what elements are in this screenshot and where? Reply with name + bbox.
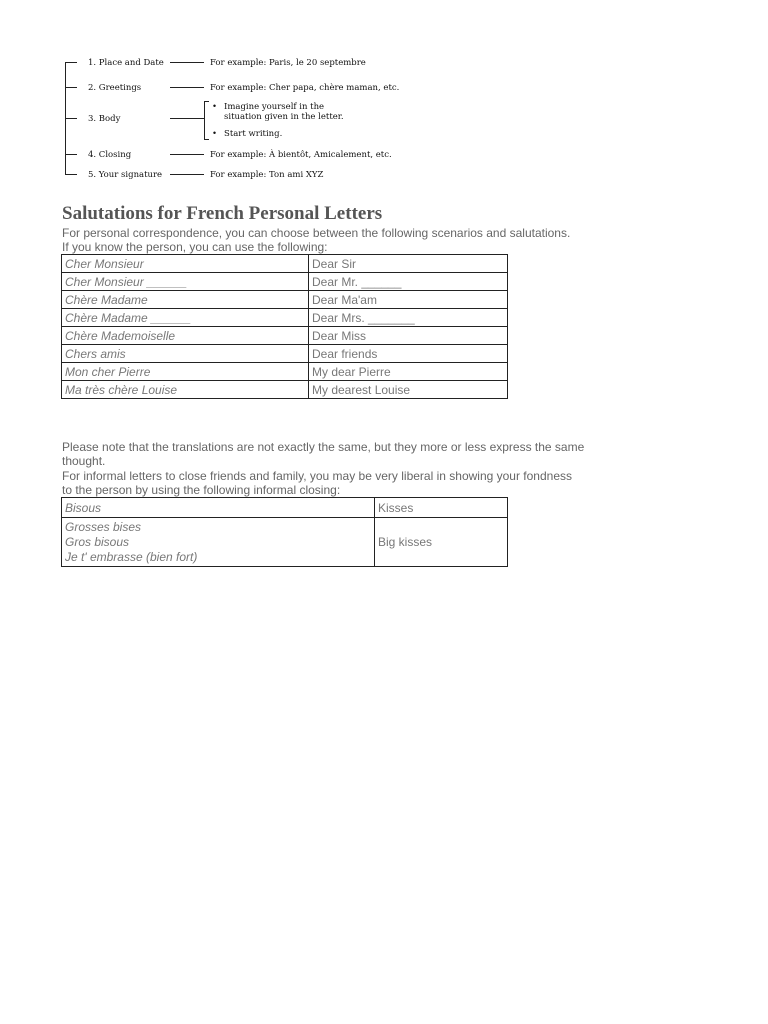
- english-salutation-cell: Dear friends: [309, 345, 508, 363]
- table-row: [62, 381, 508, 399]
- step-label-closing: 4. Closing: [88, 150, 132, 160]
- english-salutation-cell: Dear Mrs. _______: [309, 309, 508, 327]
- body-bullet-1-line-2: situation given in the letter.: [224, 112, 344, 122]
- example-place-date: For example: Paris, le 20 septembre: [210, 58, 366, 68]
- letter-structure-diagram: [60, 52, 620, 192]
- french-salutation-cell: Chère Madame ______: [62, 309, 309, 327]
- body-bracket-vertical: [204, 101, 205, 139]
- connector-line-2: [170, 87, 204, 88]
- french-salutation-cell: Chère Mademoiselle: [62, 327, 309, 345]
- diagram-tick-3: [65, 118, 77, 119]
- example-closing: For example: À bientôt, Amicalement, etc.: [210, 150, 392, 160]
- table-row: [62, 273, 508, 291]
- note-line-3: For informal letters to close friends and family, you may be very liberal in showing your fondness: [62, 469, 573, 483]
- english-salutation-cell: Dear Ma'am: [309, 291, 508, 309]
- table-row: [62, 327, 508, 345]
- english-salutation-cell: My dearest Louise: [309, 381, 508, 399]
- step-label-body: 3. Body: [88, 114, 121, 124]
- body-bracket-top: [204, 101, 209, 102]
- english-salutation-cell: My dear Pierre: [309, 363, 508, 381]
- note-line-1: Please note that the translations are not exactly the same, but they more or less express the same: [62, 440, 585, 454]
- french-closing-cell: [62, 518, 375, 567]
- french-closing-line: Grosses bises: [65, 519, 142, 534]
- english-closing-cell: Big kisses: [375, 518, 508, 567]
- body-bullet-mark-1: •: [212, 102, 218, 112]
- example-greetings: For example: Cher papa, chère maman, etc.: [210, 83, 400, 93]
- french-closing-line: Je t' embrasse (bien fort): [65, 549, 198, 564]
- connector-line-1: [170, 62, 204, 63]
- note-line-2: thought.: [62, 454, 106, 468]
- english-salutation-cell: Dear Miss: [309, 327, 508, 345]
- step-label-signature: 5. Your signature: [88, 170, 163, 180]
- diagram-tick-1: [65, 62, 77, 63]
- table-row: [62, 498, 508, 518]
- example-signature: For example: Ton ami XYZ: [210, 170, 324, 180]
- connector-line-5: [170, 174, 204, 175]
- french-closing-cell: Bisous: [62, 498, 375, 518]
- french-closing-line: Gros bisous: [65, 534, 130, 549]
- informal-closings-table: [61, 497, 508, 567]
- english-closing-cell: Kisses: [375, 498, 508, 518]
- salutations-table: [61, 254, 508, 399]
- body-bullet-mark-2: •: [212, 129, 218, 139]
- body-bullet-1-line-1: Imagine yourself in the: [224, 102, 325, 112]
- french-salutation-cell: Cher Monsieur ______: [62, 273, 309, 291]
- connector-line-3: [170, 118, 204, 119]
- intro-line-1: For personal correspondence, you can choose between the following scenarios and salutations.: [62, 226, 571, 240]
- diagram-tick-5: [65, 174, 77, 175]
- note-line-4: to the person by using the following informal closing:: [62, 483, 341, 497]
- french-salutation-cell: Cher Monsieur: [62, 255, 309, 273]
- diagram-tick-2: [65, 87, 77, 88]
- step-label-greetings: 2. Greetings: [88, 83, 142, 93]
- body-bracket-bottom: [204, 139, 209, 140]
- french-salutation-cell: Chers amis: [62, 345, 309, 363]
- english-salutation-cell: Dear Mr. ______: [309, 273, 508, 291]
- table-row: [62, 291, 508, 309]
- step-label-place-date: 1. Place and Date: [88, 58, 164, 68]
- diagram-tick-4: [65, 154, 77, 155]
- table-row: [62, 363, 508, 381]
- body-bullet-2: Start writing.: [224, 129, 283, 139]
- section-title: Salutations for French Personal Letters: [62, 203, 383, 224]
- english-salutation-cell: Dear Sir: [309, 255, 508, 273]
- table-row: [62, 255, 508, 273]
- table-row: [62, 309, 508, 327]
- table-row: [62, 518, 508, 567]
- table-row: [62, 345, 508, 363]
- french-salutation-cell: Mon cher Pierre: [62, 363, 309, 381]
- connector-line-4: [170, 154, 204, 155]
- french-salutation-cell: Chère Madame: [62, 291, 309, 309]
- intro-line-2: If you know the person, you can use the following:: [62, 240, 328, 254]
- french-salutation-cell: Ma très chère Louise: [62, 381, 309, 399]
